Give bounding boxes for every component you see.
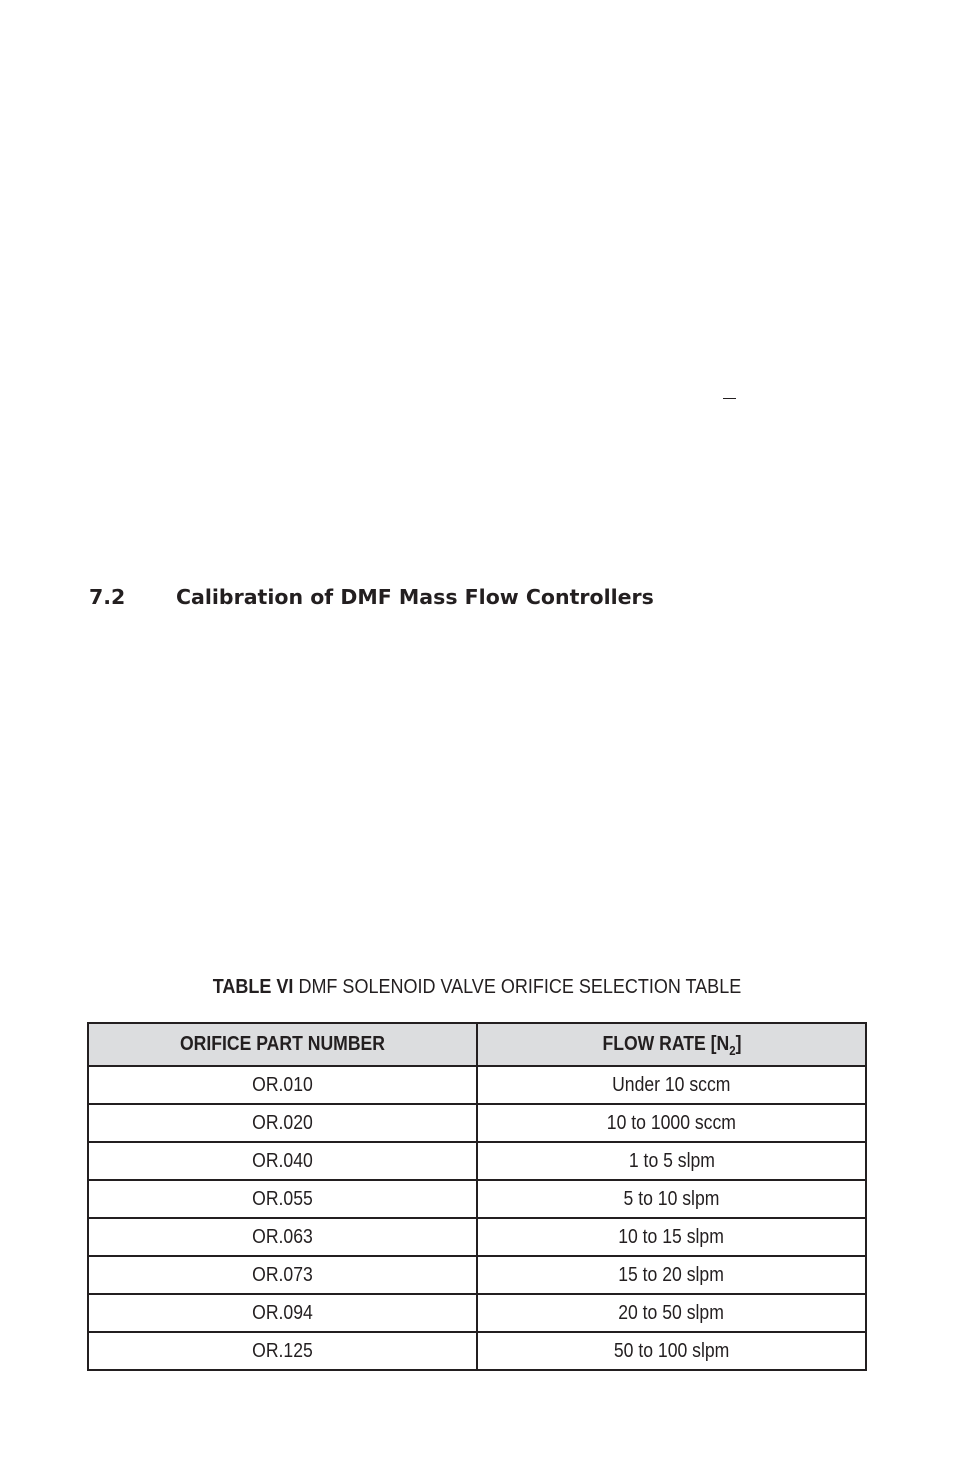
header-flow-rate-tail: ] [735,1033,741,1055]
orifice-part-text: OR.073 [252,1263,313,1286]
orifice-part-cell [88,1180,477,1218]
flow-rate-cell [477,1066,866,1104]
section-title: Calibration of DMF Mass Flow Controllers [176,585,654,609]
flow-rate-text: 50 to 100 slpm [613,1339,730,1362]
header-orifice-part-number-text: ORIFICE PART NUMBER [179,1033,386,1055]
table-caption [48,973,907,1001]
table-row [88,1104,866,1142]
orifice-selection-table [87,1022,867,1371]
header-flow-rate [477,1023,866,1066]
table-row [88,1066,866,1104]
orifice-part-cell [88,1066,477,1104]
header-orifice-part-number [88,1023,477,1066]
orifice-part-text: OR.125 [252,1339,313,1362]
section-number: 7.2 [89,585,126,609]
orifice-part-text: OR.094 [252,1301,313,1324]
orifice-part-text: OR.010 [252,1073,313,1096]
flow-rate-cell [477,1294,866,1332]
flow-rate-cell [477,1180,866,1218]
flow-rate-cell [477,1332,866,1370]
orifice-part-cell [88,1294,477,1332]
header-flow-rate-subscript: 2 [728,1043,736,1058]
flow-rate-cell [477,1104,866,1142]
flow-rate-text: 20 to 50 slpm [618,1301,725,1324]
flow-rate-cell [477,1256,866,1294]
table-row [88,1294,866,1332]
flow-rate-text: Under 10 sccm [612,1073,731,1096]
orifice-part-text: OR.063 [252,1225,313,1248]
orifice-part-cell [88,1332,477,1370]
flow-rate-cell [477,1142,866,1180]
table-row [88,1218,866,1256]
flow-rate-text: 5 to 10 slpm [623,1187,720,1210]
orifice-part-cell [88,1142,477,1180]
table-caption-label: TABLE VI [212,976,294,998]
header-flow-rate-main: FLOW RATE [N [601,1033,729,1055]
flow-rate-text: 15 to 20 slpm [618,1263,725,1286]
table-header-row [88,1023,866,1066]
table-row [88,1332,866,1370]
orifice-part-cell [88,1256,477,1294]
orifice-part-text: OR.055 [252,1187,313,1210]
stray-dash-mark [723,398,736,399]
table-row [88,1256,866,1294]
flow-rate-text: 1 to 5 slpm [628,1149,715,1172]
orifice-part-cell [88,1104,477,1142]
flow-rate-text: 10 to 1000 sccm [606,1111,737,1134]
header-flow-rate-text [602,1033,741,1056]
orifice-part-text: OR.040 [252,1149,313,1172]
table-row [88,1142,866,1180]
flow-rate-cell [477,1218,866,1256]
flow-rate-text: 10 to 15 slpm [618,1225,725,1248]
table-row [88,1180,866,1218]
orifice-part-text: OR.020 [252,1111,313,1134]
table-caption-text: DMF SOLENOID VALVE ORIFICE SELECTION TABLE [293,976,742,998]
orifice-part-cell [88,1218,477,1256]
